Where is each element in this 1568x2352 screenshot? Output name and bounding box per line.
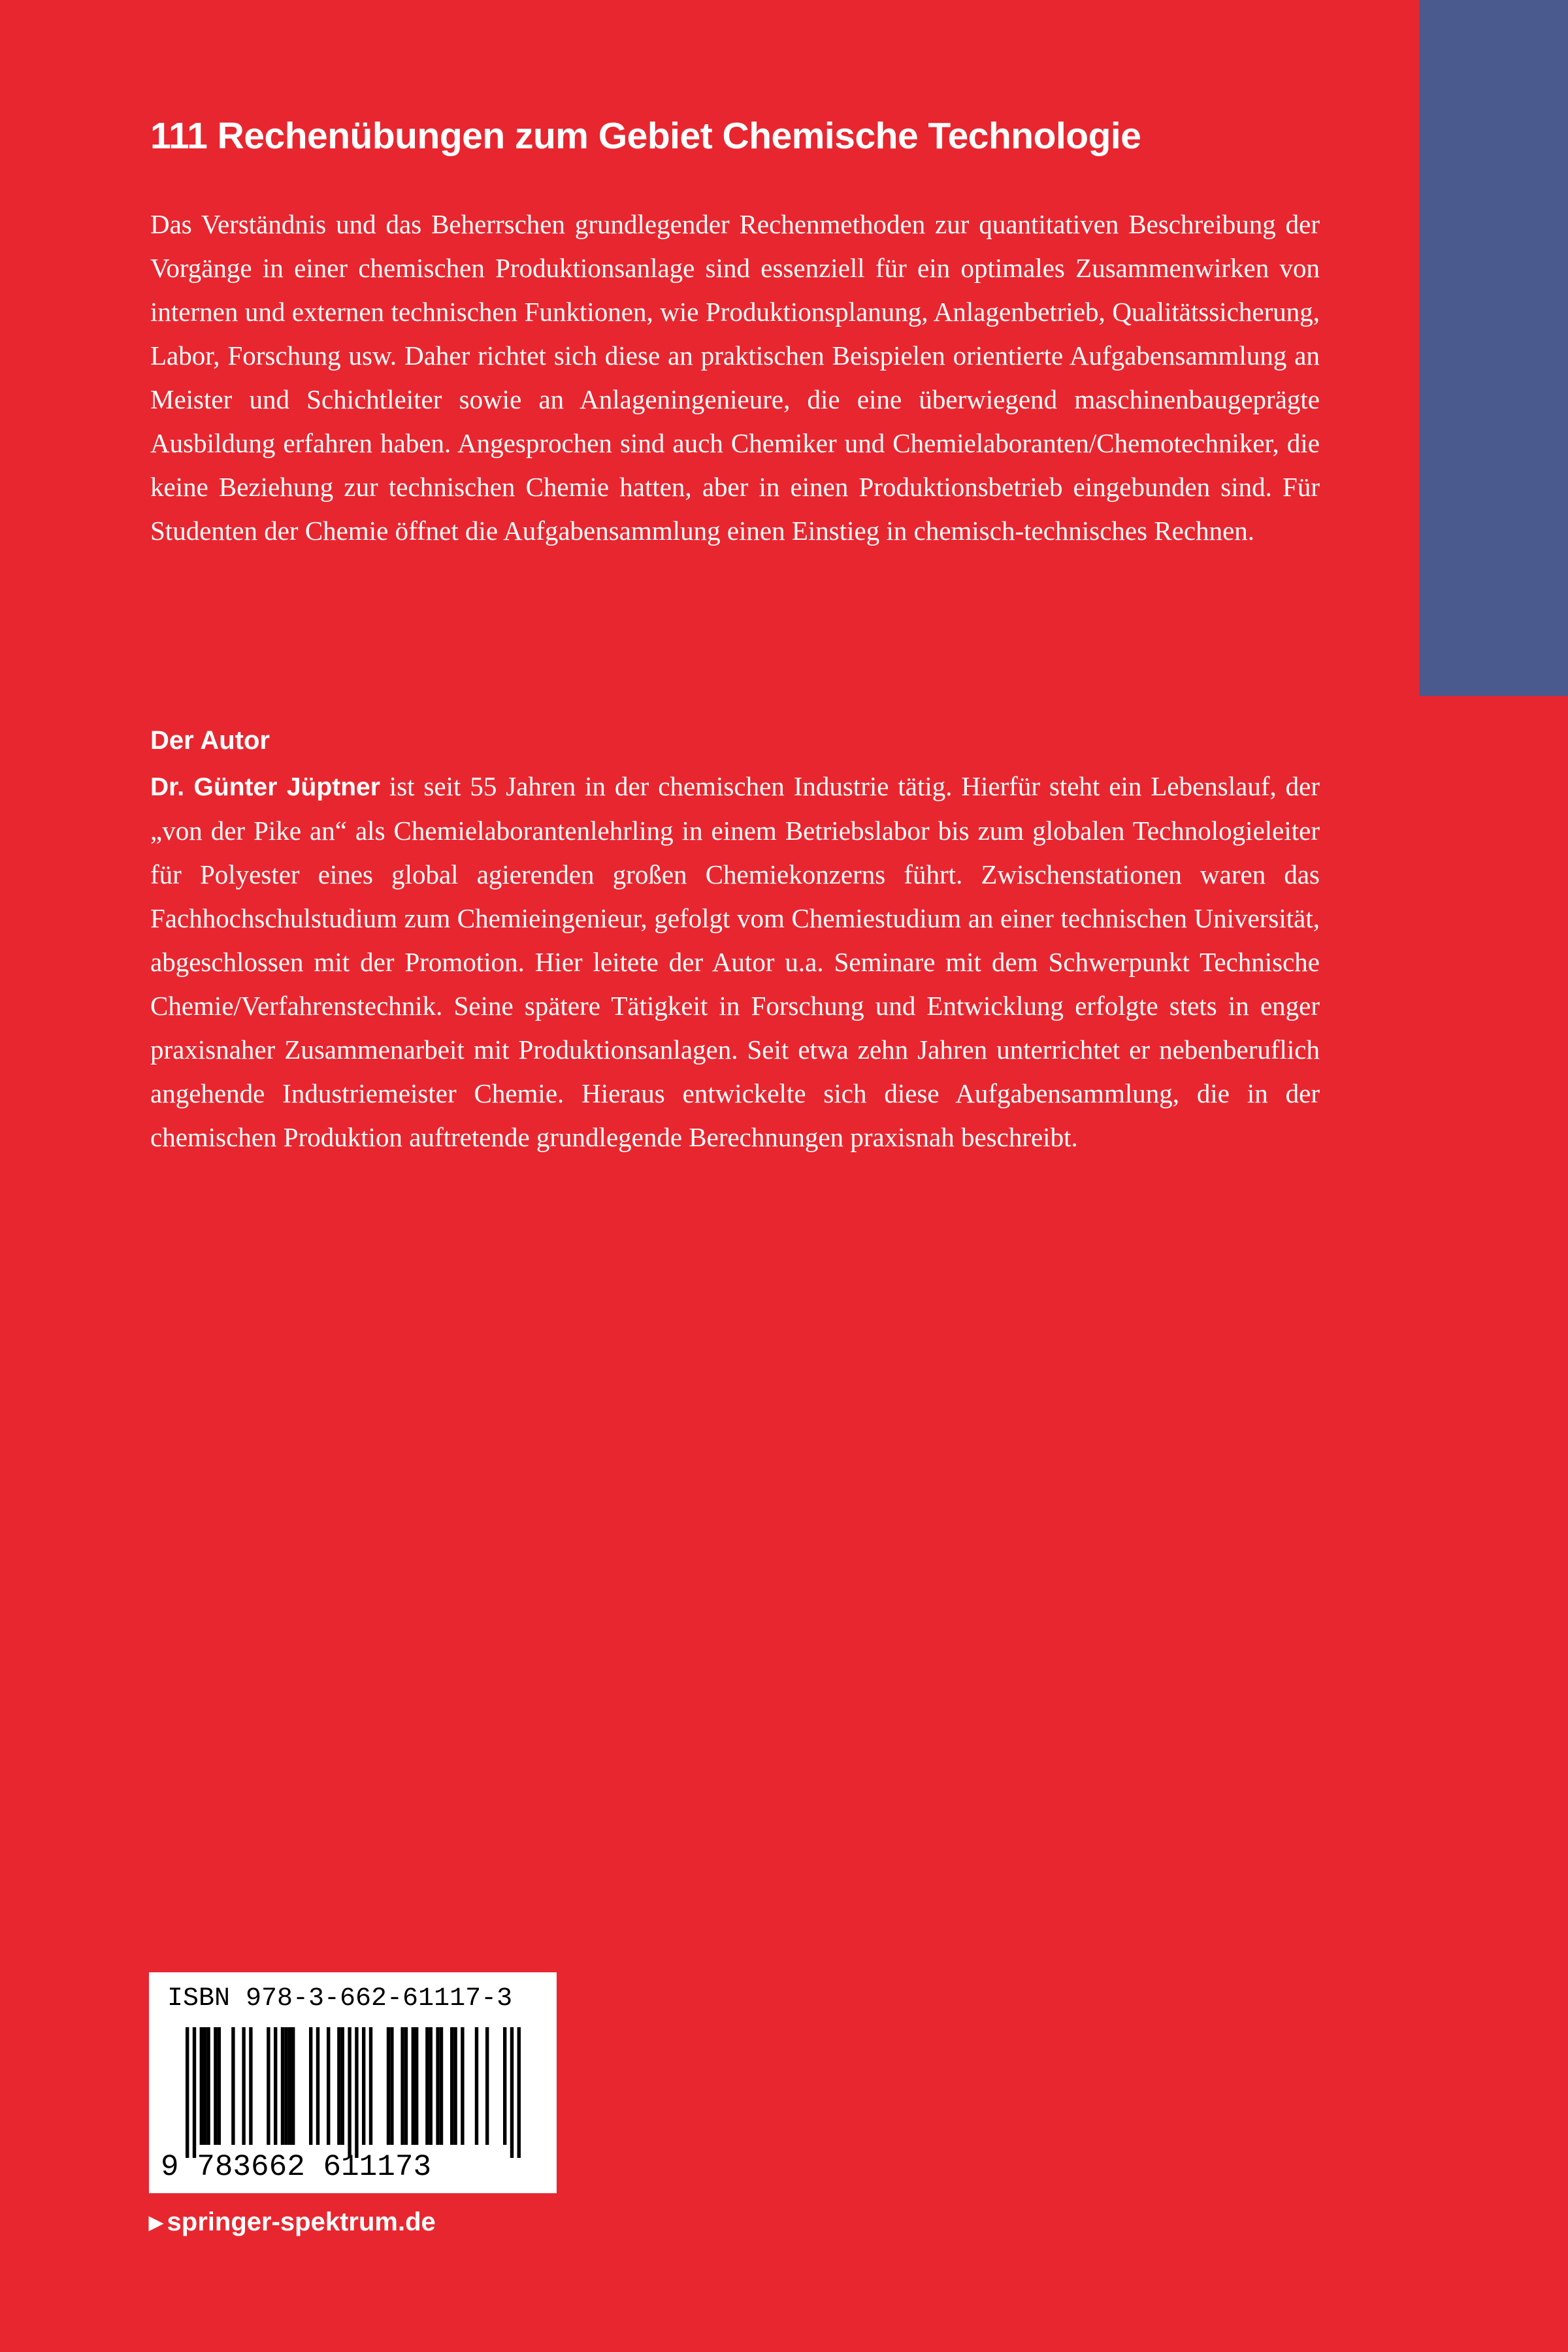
- book-title: 111 Rechenübungen zum Gebiet Chemische Technologie: [150, 115, 1141, 157]
- barcode-bar: [440, 2027, 443, 2145]
- barcode-bar: [267, 2027, 270, 2145]
- barcode-bar: [453, 2027, 457, 2145]
- barcode-bar: [404, 2027, 408, 2145]
- blue-side-bar: [1419, 0, 1568, 696]
- barcode-bar: [200, 2027, 203, 2145]
- book-description: Das Verständnis und das Beherrschen grundlegender Rechenmethoden zur quantitativen Beschreibung der Vorgänge in einer chemischen Produktionsanlage sind essenziell für ein optimales Zusammenwirken von internen und externen technischen Funktionen, wie Produktionsplanung, Anlagenbetrieb, Qualitätssicherung, Labor, Forschung usw. Daher richtet sich diese an praktischen Beispielen orientierte Aufgabensammlung an Meister und Schichtleiter sowie an Anlageningenieure, die eine überwiegend maschinenbaugeprägte Ausbildung erfahren haben. Angesprochen sind auch Chemiker und Chemielaboranten/Chemotechniker, die keine Beziehung zur technischen Chemie hatten, aber in einen Produktionsbetrieb eingebunden sind. Für Studenten der Chemie öffnet die Aufgabensammlung einen Einstieg in chemisch-technisches Rechnen.: [150, 209, 1320, 546]
- barcode-bar: [485, 2027, 489, 2145]
- barcode-bar: [193, 2027, 196, 2158]
- barcode-bar: [242, 2027, 245, 2145]
- barcode-bar: [249, 2027, 252, 2145]
- barcode-bar: [461, 2027, 464, 2145]
- isbn-label: ISBN 978-3-662-61117-3: [167, 1984, 513, 2013]
- website-url[interactable]: springer-spektrum.de: [167, 2208, 436, 2236]
- barcode-bar: [348, 2027, 351, 2158]
- barcode-bar: [517, 2027, 521, 2158]
- barcode-bar: [337, 2027, 340, 2145]
- barcode-bar: [436, 2027, 439, 2145]
- barcode-bar: [186, 2027, 189, 2158]
- barcode-bar: [429, 2027, 433, 2145]
- barcode-bar: [400, 2027, 404, 2145]
- barcode-bar: [203, 2027, 206, 2145]
- barcode-bar: [355, 2027, 358, 2158]
- barcode-bar: [281, 2027, 284, 2145]
- barcode-bar: [450, 2027, 453, 2145]
- barcode-bar: [415, 2027, 418, 2145]
- barcode-bar: [341, 2027, 344, 2145]
- barcode-bar: [218, 2027, 221, 2145]
- barcode-bar: [214, 2027, 217, 2145]
- barcode-bar: [390, 2027, 393, 2145]
- barcode-bars: [186, 2027, 525, 2158]
- author-bio: [150, 765, 1320, 1159]
- barcode-bar: [425, 2027, 429, 2145]
- barcode-bar: [288, 2027, 291, 2145]
- barcode-bar: [206, 2027, 210, 2145]
- barcode-bar: [387, 2027, 390, 2145]
- isbn-barcode: [149, 1972, 557, 2193]
- barcode-bar: [231, 2027, 235, 2145]
- barcode-bar: [412, 2027, 415, 2145]
- author-heading: Der Autor: [150, 726, 270, 755]
- barcode-digits: 9 783662 611173: [161, 2150, 432, 2184]
- barcode-bar: [369, 2027, 372, 2145]
- triangle-right-icon: ▶: [149, 2212, 163, 2232]
- barcode-bar: [316, 2027, 319, 2145]
- barcode-bar: [309, 2027, 312, 2145]
- barcode-bar: [291, 2027, 295, 2145]
- barcode-bar: [510, 2027, 514, 2158]
- barcode-bar: [475, 2027, 478, 2145]
- author-name: Dr. Günter Jüptner: [150, 773, 380, 801]
- barcode-bar: [503, 2027, 506, 2145]
- barcode-bar: [274, 2027, 277, 2145]
- barcode-bar: [284, 2027, 287, 2145]
- barcode-bar: [327, 2027, 330, 2145]
- author-bio-text: ist seit 55 Jahren in der chemischen Industrie tätig. Hierfür steht ein Lebenslauf, der „von der Pike an“ als Chemielaborantenlehrling in einem Betriebslabor bis zum globalen Technologieleiter für Polyester eines global agierenden großen Chemiekonzerns führt. Zwischenstationen waren das Fachhochschulstudium zum Chemieingenieur, gefolgt vom Chemiestudium an einer technischen Universität, abgeschlossen mit der Promotion. Hier leitete der Autor u.a. Seminare mit dem Schwerpunkt Technische Chemie/Verfahrenstechnik. Seine spätere Tätigkeit in Forschung und Entwicklung erfolgte stets in enger praxisnaher Zusammenarbeit mit Produktionsanlagen. Seit etwa zehn Jahren unterrichtet er nebenberuflich angehende Industriemeister Chemie. Hieraus entwickelte sich diese Aufgabensammlung, die in der chemischen Produktion auftretende grundlegende Berechnungen praxisnah beschreibt.: [150, 771, 1320, 1152]
- publisher-website[interactable]: [149, 2204, 436, 2241]
- barcode-bar: [362, 2027, 365, 2145]
